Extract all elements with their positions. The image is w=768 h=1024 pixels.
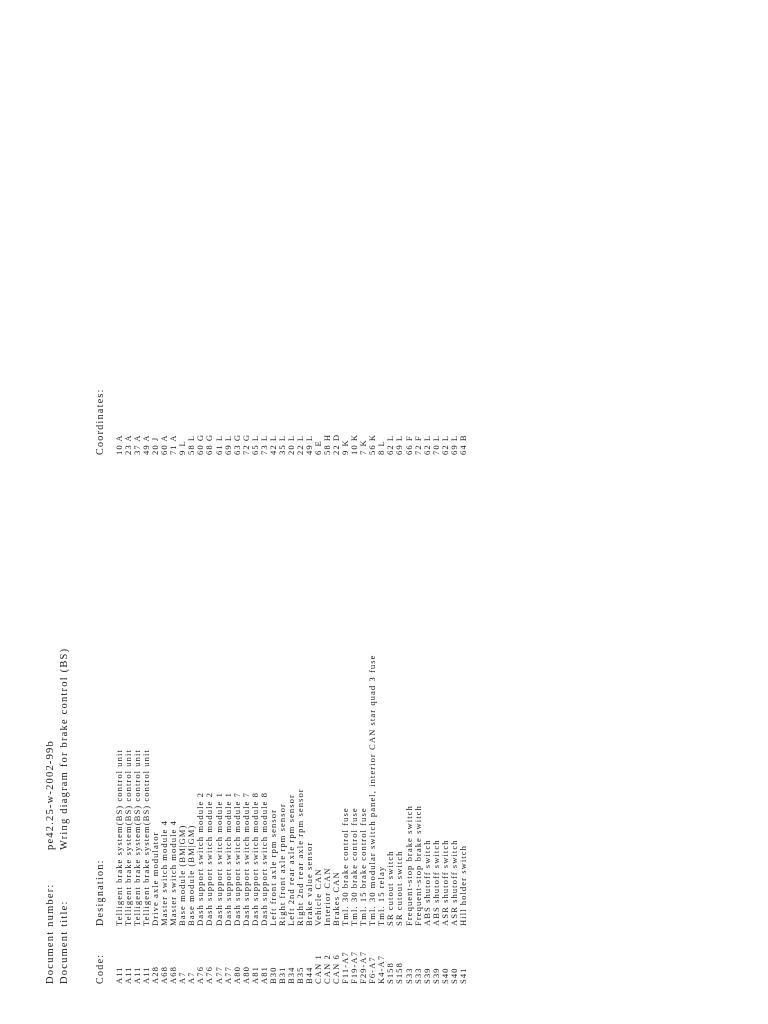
code-cell: A11 [141, 966, 152, 984]
code-cell: B30 [267, 966, 278, 984]
coordinates-cell: 8 L [376, 440, 387, 455]
designation-cell: Drive axle modulator [150, 831, 161, 926]
designation-cell: Base module (BM|GM) [186, 824, 197, 926]
coordinates-cell: 49 A [141, 434, 152, 455]
code-cell: A77 [213, 966, 224, 984]
designation-cell: Brakes CAN [331, 871, 342, 926]
coordinates-cell: 68 G [204, 433, 215, 455]
coordinates-cell: 49 L [303, 434, 314, 455]
code-cell: F29-A7 [358, 950, 369, 984]
code-cell: A28 [150, 966, 161, 984]
code-cell: F6-A7 [367, 956, 378, 984]
table-row [386, 4, 395, 984]
code-cell: A80 [240, 966, 251, 984]
code-cell: F19-A7 [349, 950, 360, 984]
coordinates-cell: 22 L [294, 434, 305, 455]
coordinates-cell: 72 G [240, 433, 251, 455]
designation-cell: ASR shutoff switch [448, 839, 459, 926]
designation-cell: Telligent brake system(BS) control unit [114, 749, 124, 926]
designation-cell: Tml. 30 brake control fuse [349, 807, 360, 926]
table-row [459, 4, 468, 984]
coordinates-cell: 73 L [258, 434, 269, 455]
code-column-header: Code: [95, 953, 106, 984]
coordinates-cell: 22 D [331, 433, 342, 455]
code-cell: B31 [276, 966, 287, 984]
coordinates-cell: 20 L [285, 434, 296, 455]
code-cell: A81 [258, 966, 269, 984]
coordinates-cell: 63 G [231, 433, 242, 455]
designation-cell: Dash support switch module 7 [240, 792, 251, 926]
coordinates-cell: 6 E [313, 440, 324, 455]
table-row [314, 4, 323, 984]
code-cell: S39 [421, 967, 432, 984]
code-cell: A7 [186, 971, 197, 984]
designation-cell: Telligent brake system(BS) control unit [132, 749, 143, 926]
code-cell: S40 [448, 967, 459, 984]
table-row [368, 4, 377, 984]
designation-cell: Base module (BM|GM) [177, 824, 188, 926]
code-cell: A68 [159, 966, 170, 984]
table-row [450, 4, 459, 984]
designation-cell: Left 2nd rear axle rpm sensor [285, 794, 296, 926]
code-cell: B44 [303, 966, 314, 984]
designation-cell: Telligent brake system(BS) control unit [141, 749, 152, 926]
designation-cell: Brake value sensor [303, 841, 314, 926]
coordinates-cell: 7 K [358, 439, 369, 455]
designation-cell: Tml. 30 modular switch panel, interior CAN star quad 3 fuse [367, 654, 378, 926]
coordinates-cell: 56 K [367, 433, 378, 455]
document-title-value: Wring diagram for brake control (BS) [59, 647, 70, 850]
code-cell: S41 [457, 967, 468, 984]
coordinates-cell: 58 H [322, 433, 333, 455]
designation-cell: Frequent-stop brake switch [403, 805, 414, 926]
code-cell: A11 [123, 966, 134, 984]
designation-cell: Telligent brake system(BS) control unit [123, 749, 134, 926]
code-cell: S39 [430, 967, 441, 984]
component-table [115, 4, 468, 984]
designation-cell: ASR shutoff switch [439, 839, 450, 926]
designation-cell: ABS shutoff switch [421, 839, 432, 926]
code-cell: A81 [249, 966, 260, 984]
designation-cell: SR cutout switch [385, 850, 396, 926]
coordinates-cell: 10 A [114, 434, 124, 455]
designation-cell: SR cutout switch [394, 850, 405, 926]
coordinates-cell: 20 J [150, 436, 161, 455]
coordinates-cell: 69 L [394, 434, 405, 455]
coordinates-cell: 66 F [403, 435, 414, 455]
designation-cell: Left front axle rpm sensor [267, 808, 278, 926]
code-cell: A68 [168, 966, 179, 984]
code-cell: S40 [439, 967, 450, 984]
designation-cell: Right front axle rpm sensor [276, 803, 287, 926]
designation-cell: Dash support switch module 8 [249, 792, 260, 926]
code-cell: S33 [412, 967, 423, 984]
code-cell: CAN 6 [331, 954, 342, 984]
designation-cell: Tml. 15 relay [376, 865, 387, 926]
code-cell: S158 [385, 962, 396, 984]
code-cell: F11-A7 [340, 951, 351, 984]
coordinates-column-header: Coordinates: [95, 388, 106, 455]
designation-cell: Frequent-stop brake switch [412, 805, 423, 926]
designation-cell: Right 2nd rear axle rpm sensor [294, 788, 305, 926]
code-cell: A11 [114, 966, 124, 984]
table-column-headers [95, 4, 109, 984]
code-cell: S33 [403, 967, 414, 984]
table-row [296, 4, 305, 984]
designation-column-header: Designation: [95, 859, 106, 926]
designation-cell: Dash support switch module 1 [222, 792, 233, 926]
code-cell: A76 [204, 966, 215, 984]
coordinates-cell: 35 L [276, 434, 287, 455]
coordinates-cell: 62 L [385, 434, 396, 455]
designation-cell: Interior CAN [322, 867, 333, 926]
table-row [423, 4, 432, 984]
designation-cell: Dash support switch module 7 [231, 792, 242, 926]
document-number-label: Document number: [45, 883, 56, 984]
table-row [323, 4, 332, 984]
designation-cell: Tml. 15 brake control fuse [358, 807, 369, 926]
designation-cell: Master switch module 4 [159, 820, 170, 926]
coordinates-cell: 72 F [412, 435, 423, 455]
coordinates-cell: 70 L [430, 434, 441, 455]
designation-cell: Dash support switch module 1 [213, 792, 224, 926]
code-cell: K4-A7 [376, 954, 387, 984]
table-row [432, 4, 441, 984]
coordinates-cell: 60 G [195, 433, 206, 455]
coordinates-cell: 64 B [457, 434, 468, 455]
designation-cell: Dash support switch module 2 [195, 792, 206, 926]
coordinates-cell: 58 L [186, 434, 197, 455]
coordinates-cell: 23 A [123, 434, 134, 455]
code-cell: S158 [394, 962, 405, 984]
code-cell: B34 [285, 966, 296, 984]
code-cell: CAN 2 [322, 954, 333, 984]
code-cell: A11 [132, 966, 143, 984]
code-cell: B35 [294, 966, 305, 984]
table-row [414, 4, 423, 984]
designation-cell: Tml. 30 brake control fuse [340, 807, 351, 926]
coordinates-cell: 10 K [349, 433, 360, 455]
coordinates-cell: 69 L [222, 434, 233, 455]
code-cell: CAN 1 [313, 954, 324, 984]
coordinates-cell: 69 L [448, 434, 459, 455]
coordinates-cell: 65 L [249, 434, 260, 455]
coordinates-cell: 60 A [159, 434, 170, 455]
coordinates-cell: 61 L [213, 434, 224, 455]
coordinates-cell: 42 L [267, 434, 278, 455]
designation-cell: Dash support switch module 8 [258, 792, 269, 926]
coordinates-cell: 37 A [132, 434, 143, 455]
coordinates-cell: 9 K [340, 439, 351, 455]
coordinates-cell: 62 L [439, 434, 450, 455]
code-cell: A76 [195, 966, 206, 984]
designation-cell: Dash support switch module 2 [204, 792, 215, 926]
table-row [377, 4, 386, 984]
table-row [305, 4, 314, 984]
document-number-value: pe42.25-w-2002-99b [45, 740, 56, 850]
designation-cell: Hill holder switch [457, 845, 468, 926]
code-cell: A77 [222, 966, 233, 984]
designation-cell: Master switch module 4 [168, 820, 179, 926]
designation-cell: ABS shutoff switch [430, 839, 441, 926]
table-row [441, 4, 450, 984]
designation-cell: Vehicle CAN [313, 868, 324, 926]
coordinates-cell: 71 A [168, 434, 179, 455]
code-cell: A80 [231, 966, 242, 984]
coordinates-cell: 9 L [177, 440, 188, 455]
document-title-label: Document title: [59, 900, 70, 984]
code-cell: A7 [177, 971, 188, 984]
coordinates-cell: 62 L [421, 434, 432, 455]
